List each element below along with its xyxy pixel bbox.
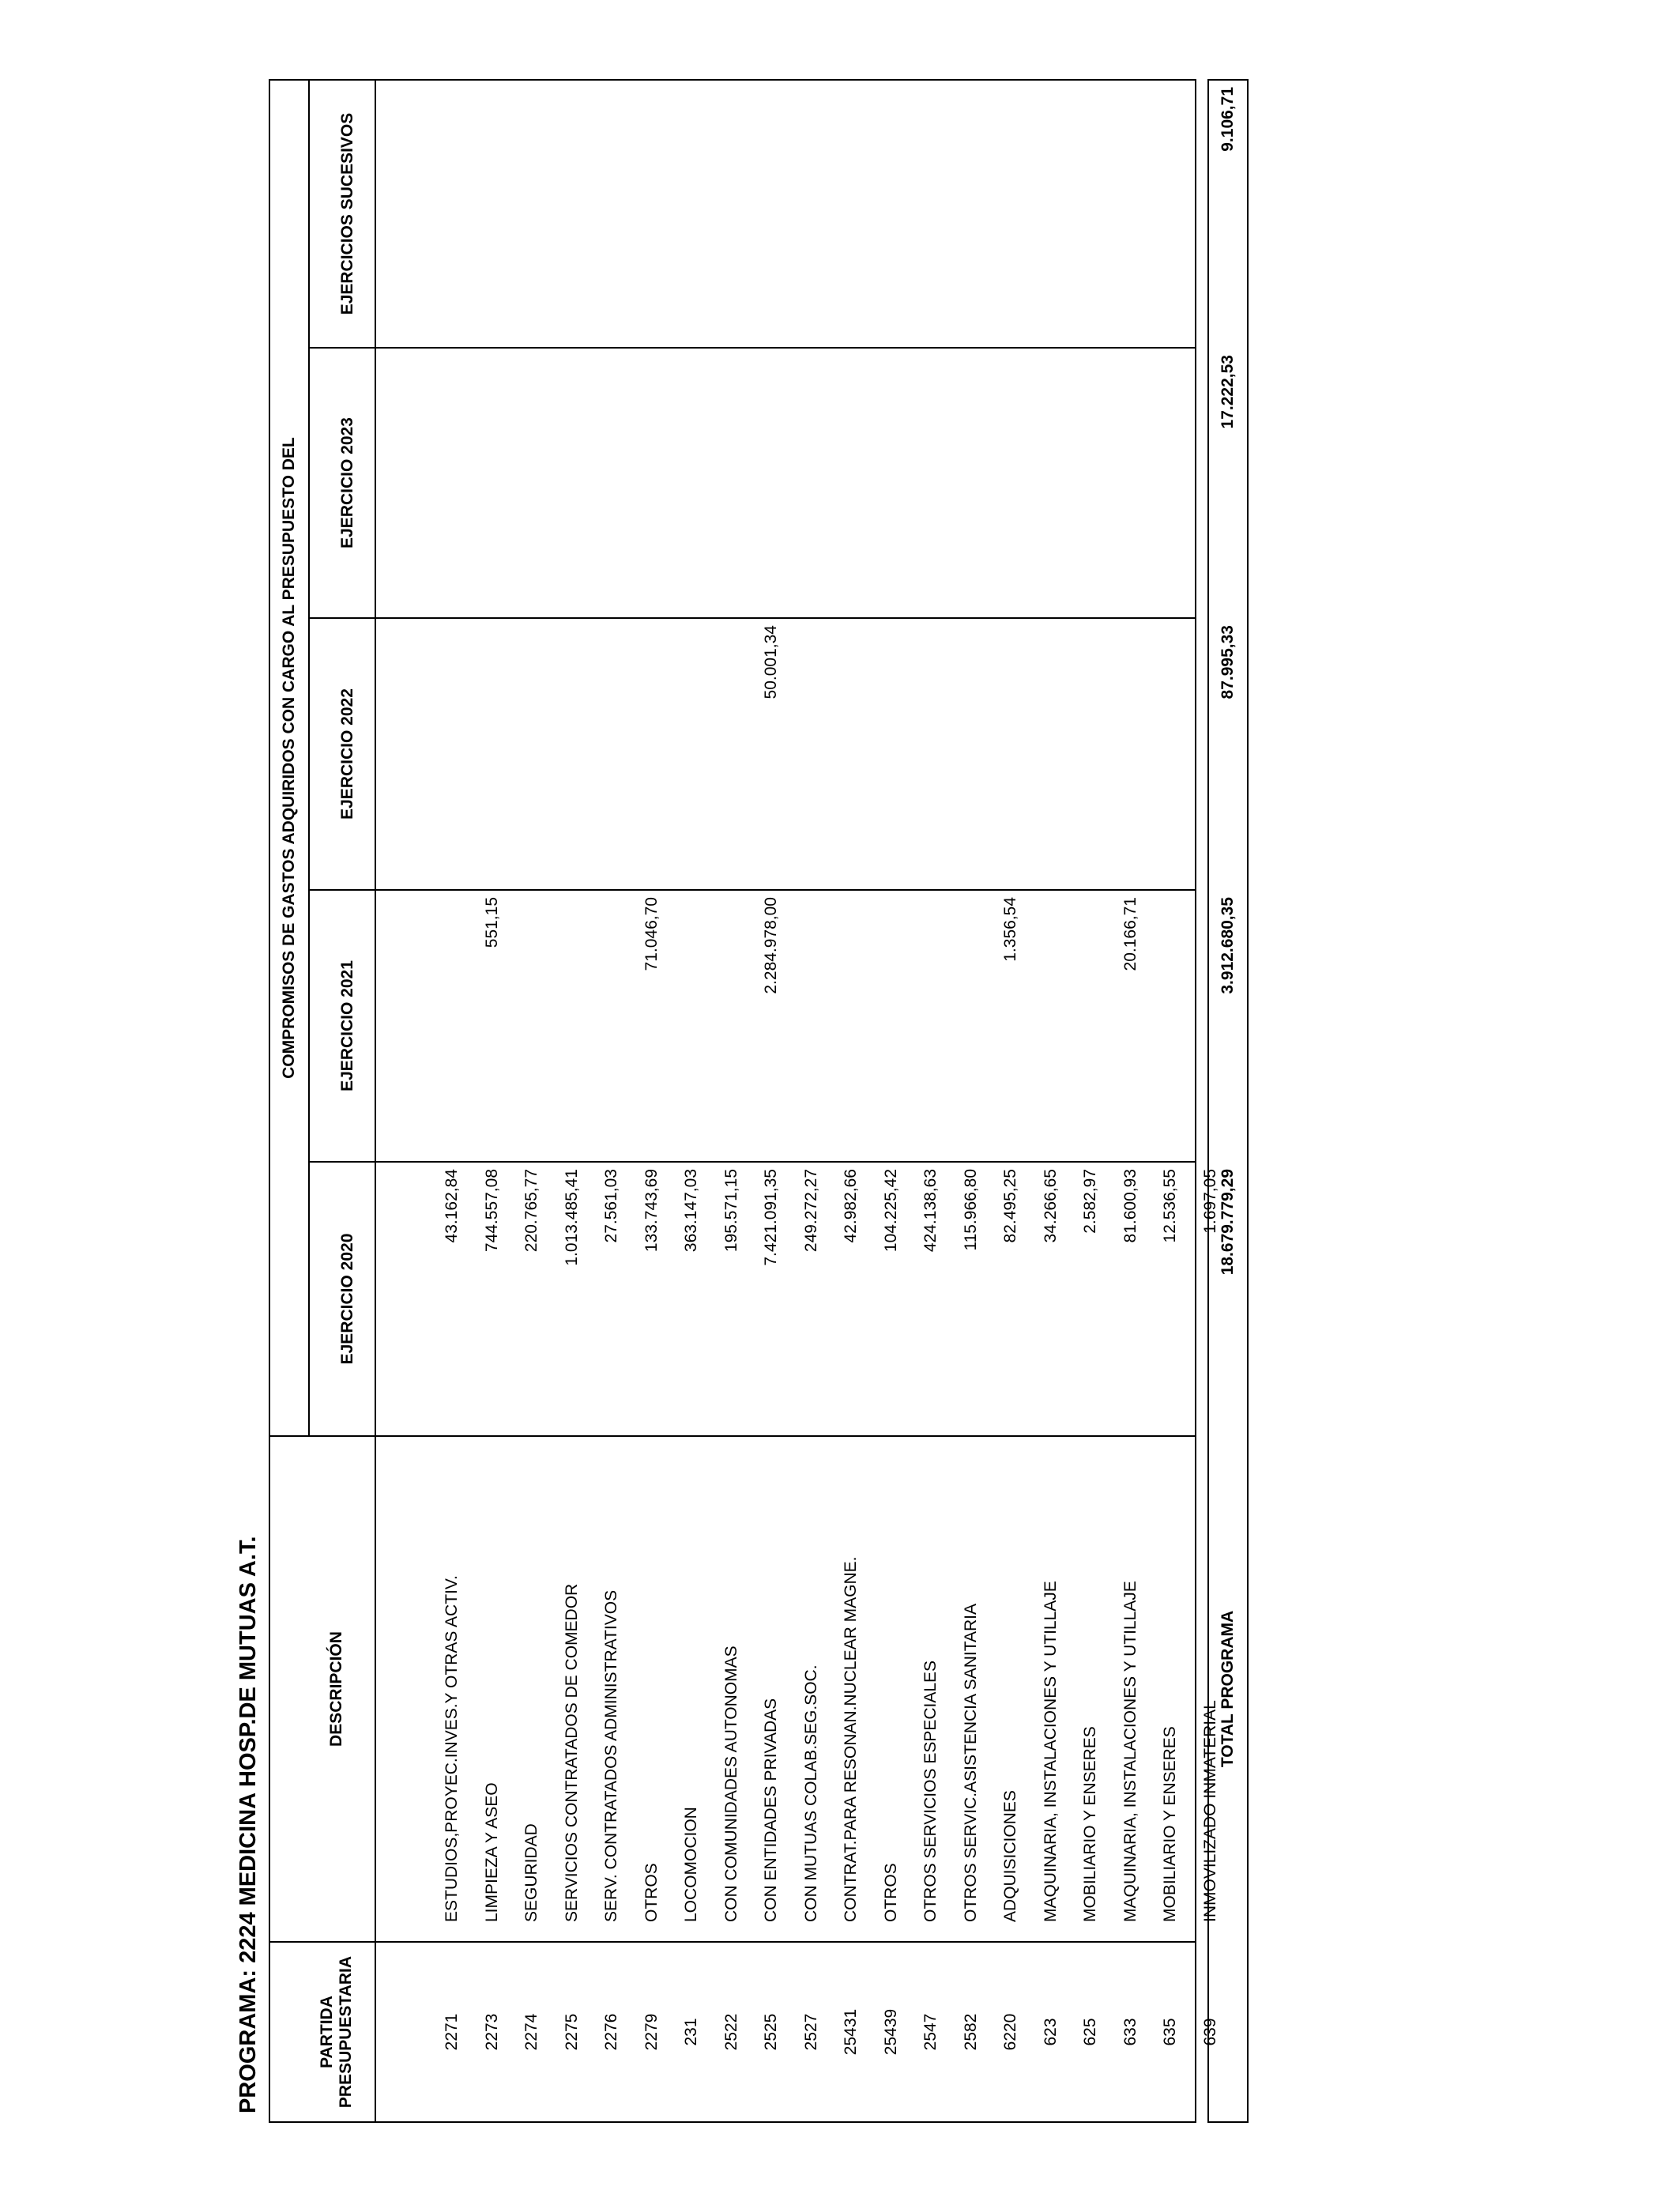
descripcion-text: MAQUINARIA, INSTALACIONES Y UTILLAJE <box>1042 1581 1060 1922</box>
descripcion-text: MOBILIARIO Y ENSERES <box>1161 1726 1179 1922</box>
rotated-page <box>229 79 1324 2123</box>
partida-code: 6220 <box>1001 2013 1019 2051</box>
value-2021: 20.166,71 <box>1121 897 1139 971</box>
partida-code: 635 <box>1161 2018 1179 2046</box>
partida-code: 2274 <box>522 2013 541 2051</box>
table-border-right <box>269 79 1196 81</box>
header-descripcion: DESCRIPCIÓN <box>327 1631 345 1747</box>
value-2020: 115.966,80 <box>962 1169 980 1251</box>
col-divider <box>308 347 1196 349</box>
descripcion-text: OTROS SERVICIOS ESPECIALES <box>921 1660 940 1922</box>
descripcion-text: SERV. CONTRATADOS ADMINISTRATIVOS <box>602 1589 620 1922</box>
header-partida: PARTIDA PRESUPUESTARIA <box>318 1955 355 2109</box>
descripcion-text: OTROS SERVIC.ASISTENCIA SANITARIA <box>962 1604 980 1922</box>
total-2023: 17.222,53 <box>1219 355 1237 429</box>
partida-code: 639 <box>1201 2018 1219 2046</box>
partida-code: 25431 <box>842 2008 860 2056</box>
partida-code: 633 <box>1121 2018 1139 2046</box>
descripcion-text: ADQUISICIONES <box>1001 1790 1019 1922</box>
partida-code: 2522 <box>722 2013 740 2051</box>
partida-code: 2582 <box>962 2013 980 2051</box>
descripcion-text: OTROS <box>642 1863 661 1922</box>
descripcion-text: CON ENTIDADES PRIVADAS <box>762 1698 780 1922</box>
col-divider <box>269 1435 1196 1437</box>
header-divider <box>375 79 376 2123</box>
value-2020: 104.225,42 <box>882 1169 900 1253</box>
value-2020: 195.571,15 <box>722 1169 740 1253</box>
table-border-bottom <box>1195 79 1196 2123</box>
header-ejercicios-sucesivos: EJERCICIOS SUCESIVOS <box>338 112 356 315</box>
group-divider <box>308 79 310 1437</box>
table-border-top <box>269 79 270 2123</box>
header-ejercicio-2020: EJERCICIO 2020 <box>338 1233 356 1365</box>
value-2020: 43.162,84 <box>443 1169 461 1243</box>
value-2020: 1.697,05 <box>1201 1169 1219 1234</box>
partida-code: 2525 <box>762 2013 780 2051</box>
descripcion-text: CONTRAT.PARA RESONAN.NUCLEAR MAGNE. <box>842 1556 860 1922</box>
header-ejercicio-2021: EJERCICIO 2021 <box>338 960 356 1091</box>
total-2020: 18.679.779,29 <box>1219 1169 1237 1276</box>
col-divider <box>308 617 1196 619</box>
total-border-left <box>1207 2121 1249 2123</box>
value-2021: 71.046,70 <box>642 897 661 971</box>
descripcion-text: CON MUTUAS COLAB.SEG.SOC. <box>802 1664 820 1922</box>
col-divider <box>308 1161 1196 1163</box>
value-2021: 2.284.978,00 <box>762 897 780 994</box>
descripcion-text: LIMPIEZA Y ASEO <box>483 1782 501 1922</box>
value-2020: 82.495,25 <box>1001 1169 1019 1243</box>
descripcion-text: SERVICIOS CONTRATADOS DE COMEDOR <box>563 1583 581 1922</box>
value-2020: 133.743,69 <box>642 1169 661 1253</box>
header-ejercicio-2022: EJERCICIO 2022 <box>338 688 356 820</box>
descripcion-text: MAQUINARIA, INSTALACIONES Y UTILLAJE <box>1121 1581 1139 1922</box>
partida-code: 2527 <box>802 2013 820 2051</box>
value-2021: 551,15 <box>483 897 501 948</box>
descripcion-text: MOBILIARIO Y ENSERES <box>1081 1726 1099 1922</box>
value-2020: 220.765,77 <box>522 1169 541 1253</box>
value-2020: 81.600,93 <box>1121 1169 1139 1243</box>
total-border-bottom <box>1247 79 1249 2123</box>
value-2020: 42.982,66 <box>842 1169 860 1243</box>
value-2020: 1.013.485,41 <box>563 1169 581 1266</box>
partida-code: 2275 <box>563 2013 581 2051</box>
value-2020: 7.421.091,35 <box>762 1169 780 1266</box>
descripcion-text: OTROS <box>882 1863 900 1922</box>
partida-code: 25439 <box>882 2008 900 2056</box>
total-sucesivos: 9.106,71 <box>1219 87 1237 152</box>
partida-code: 2279 <box>642 2013 661 2051</box>
value-2020: 2.582,97 <box>1081 1169 1099 1234</box>
partida-code: 625 <box>1081 2018 1099 2046</box>
value-2021: 1.356,54 <box>1001 897 1019 962</box>
total-2021: 3.912.680,35 <box>1219 897 1237 994</box>
partida-code: 2271 <box>443 2013 461 2051</box>
table-border-left <box>269 2121 1196 2123</box>
total-border-right <box>1207 79 1249 81</box>
value-2020: 363.147,03 <box>682 1169 700 1253</box>
header-ejercicio-2023: EJERCICIO 2023 <box>338 417 356 548</box>
value-2020: 27.561,03 <box>602 1169 620 1243</box>
partida-code: 2276 <box>602 2013 620 2051</box>
value-2020: 744.557,08 <box>483 1169 501 1253</box>
descripcion-text: INMOVILIZADO INMATERIAL <box>1201 1700 1219 1922</box>
value-2022: 50.001,34 <box>762 625 780 699</box>
partida-code: 623 <box>1042 2018 1060 2046</box>
descripcion-text: LOCOMOCION <box>682 1807 700 1922</box>
total-label: TOTAL PROGRAMA <box>1219 1610 1237 1768</box>
value-2020: 12.536,55 <box>1161 1169 1179 1243</box>
partida-code: 231 <box>682 2018 700 2046</box>
descripcion-text: CON COMUNIDADES AUTONOMAS <box>722 1646 740 1922</box>
descripcion-text: ESTUDIOS,PROYEC.INVES.Y OTRAS ACTIV. <box>443 1575 461 1922</box>
col-divider <box>308 889 1196 891</box>
descripcion-text: SEGURIDAD <box>522 1823 541 1922</box>
total-2022: 87.995,33 <box>1219 625 1237 699</box>
page-title: PROGRAMA: 2224 MEDICINA HOSP.DE MUTUAS A.T. <box>235 1536 261 2113</box>
value-2020: 249.272,27 <box>802 1169 820 1253</box>
value-2020: 424.138,63 <box>921 1169 940 1253</box>
value-2020: 34.266,65 <box>1042 1169 1060 1243</box>
partida-code: 2273 <box>483 2013 501 2051</box>
partida-code: 2547 <box>921 2013 940 2051</box>
header-group: COMPROMISOS DE GASTOS ADQUIRIDOS CON CARGO AL PRESUPUESTO DEL <box>280 437 298 1079</box>
